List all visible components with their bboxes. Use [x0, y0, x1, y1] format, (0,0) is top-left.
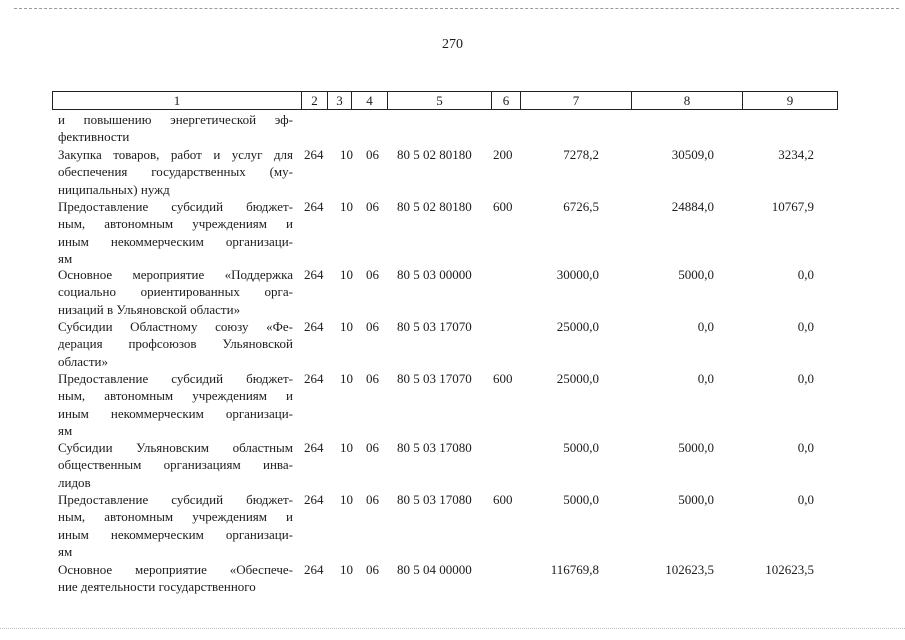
header-col-7: 7 [521, 92, 632, 109]
cell-col-6: 600 [493, 371, 513, 386]
description-line: иным некоммерческим организаци- [58, 526, 293, 542]
description-line: ям [58, 422, 73, 438]
cell-col-9: 0,0 [797, 492, 814, 507]
cell-col-5: 80 5 03 17080 [397, 492, 472, 507]
cell-col-8: 5000,0 [678, 267, 714, 282]
header-col-8: 8 [632, 92, 743, 109]
cell-col-4: 06 [366, 199, 379, 214]
description-line: ям [58, 543, 73, 559]
cell-col-9: 10767,9 [771, 199, 814, 214]
cell-col-3: 10 [340, 319, 353, 334]
cell-col-5: 80 5 04 00000 [397, 562, 472, 577]
cell-col-4: 06 [366, 319, 379, 334]
cell-col-8: 102623,5 [665, 562, 714, 577]
description-line: Предоставление субсидий бюджет- [58, 492, 293, 507]
description-line: дерация профсоюзов Ульяновской [58, 336, 293, 352]
description-line: ным, автономным учреждениям и [58, 388, 293, 404]
description-line: ние деятельности государственного [58, 579, 256, 595]
description-line: Предоставление субсидий бюджет- [58, 199, 293, 214]
cell-col-7: 25000,0 [556, 371, 599, 386]
cell-col-4: 06 [366, 492, 379, 507]
description-line: области» [58, 353, 108, 369]
cell-col-3: 10 [340, 199, 353, 214]
description-line: фективности [58, 129, 130, 145]
cell-col-8: 0,0 [697, 371, 714, 386]
cell-col-8: 0,0 [697, 319, 714, 334]
page-number: 270 [442, 37, 463, 52]
cell-col-7: 116769,8 [550, 562, 599, 577]
header-col-9: 9 [786, 93, 794, 108]
row-description [58, 266, 293, 318]
row-description [58, 146, 293, 198]
cell-col-5: 80 5 03 17070 [397, 319, 472, 334]
row-description [58, 491, 293, 560]
header-col-1: 1 [53, 92, 302, 109]
row-description [58, 370, 293, 439]
cell-col-5: 80 5 03 00000 [397, 267, 472, 282]
header-col-4: 4 [352, 92, 388, 109]
cell-col-7: 5000,0 [563, 440, 599, 455]
cell-col-3: 10 [340, 147, 353, 162]
cell-col-8: 30509,0 [671, 147, 714, 162]
cell-col-9: 0,0 [797, 319, 814, 334]
cell-col-5: 80 5 02 80180 [397, 199, 472, 214]
cell-col-3: 10 [340, 440, 353, 455]
cell-col-8: 5000,0 [678, 492, 714, 507]
description-line: иным некоммерческим организаци- [58, 233, 293, 249]
cell-col-9: 3234,2 [778, 147, 814, 162]
description-line: и повышению энергетической эф- [58, 112, 293, 127]
description-line: Предоставление субсидий бюджет- [58, 371, 293, 386]
cell-col-8: 24884,0 [671, 199, 714, 214]
cell-col-5: 80 5 03 17070 [397, 371, 472, 386]
cell-col-7: 6726,5 [563, 199, 599, 214]
cell-col-2: 264 [304, 562, 324, 577]
description-line: Закупка товаров, работ и услуг для [58, 147, 293, 162]
cell-col-7: 7278,2 [563, 147, 599, 162]
cell-col-3: 10 [340, 562, 353, 577]
description-line: низаций в Ульяновской области» [58, 301, 241, 317]
cell-col-2: 264 [304, 371, 324, 386]
cell-col-4: 06 [366, 440, 379, 455]
description-line: иным некоммерческим организаци- [58, 405, 293, 421]
description-line: ным, автономным учреждениям и [58, 216, 293, 232]
row-description [58, 198, 293, 267]
description-line: ям [58, 250, 73, 266]
row-description [58, 318, 293, 370]
description-line: ниципальных) нужд [58, 181, 170, 197]
cell-col-7: 5000,0 [563, 492, 599, 507]
cell-col-8: 5000,0 [678, 440, 714, 455]
cell-col-9: 0,0 [797, 371, 814, 386]
cell-col-2: 264 [304, 147, 324, 162]
description-line: Субсидии Ульяновским областным [58, 440, 293, 455]
description-line: обеспечения государственных (му- [58, 164, 293, 180]
cell-col-5: 80 5 03 17080 [397, 440, 472, 455]
cell-col-5: 80 5 02 80180 [397, 147, 472, 162]
cell-col-9: 0,0 [797, 440, 814, 455]
header-col-6: 6 [492, 92, 521, 109]
description-line: социально ориентированных орга- [58, 284, 293, 300]
cell-col-4: 06 [366, 371, 379, 386]
cell-col-2: 264 [304, 319, 324, 334]
cell-col-6: 600 [493, 199, 513, 214]
description-line: ным, автономным учреждениям и [58, 509, 293, 525]
cell-col-2: 264 [304, 440, 324, 455]
cell-col-6: 600 [493, 492, 513, 507]
description-line: общественным организациям инва- [58, 457, 293, 473]
cell-col-3: 10 [340, 371, 353, 386]
cell-col-7: 25000,0 [556, 319, 599, 334]
cell-col-3: 10 [340, 492, 353, 507]
description-line: Субсидии Областному союзу «Фе- [58, 319, 293, 334]
cell-col-4: 06 [366, 267, 379, 282]
header-col-2: 2 [302, 92, 328, 109]
cell-col-9: 102623,5 [765, 562, 814, 577]
cell-col-6: 200 [493, 147, 513, 162]
description-line: лидов [58, 474, 91, 490]
cell-col-2: 264 [304, 267, 324, 282]
cell-col-7: 30000,0 [556, 267, 599, 282]
cell-col-9: 0,0 [797, 267, 814, 282]
cell-col-2: 264 [304, 199, 324, 214]
row-description [58, 111, 293, 146]
cell-col-2: 264 [304, 492, 324, 507]
cell-col-3: 10 [340, 267, 353, 282]
header-col-3: 3 [328, 92, 352, 109]
row-description [58, 439, 293, 491]
header-col-5: 5 [388, 92, 492, 109]
cell-col-4: 06 [366, 147, 379, 162]
row-description [58, 561, 293, 596]
cell-col-4: 06 [366, 562, 379, 577]
description-line: Основное мероприятие «Поддержка [58, 267, 293, 282]
description-line: Основное мероприятие «Обеспече- [58, 562, 293, 577]
